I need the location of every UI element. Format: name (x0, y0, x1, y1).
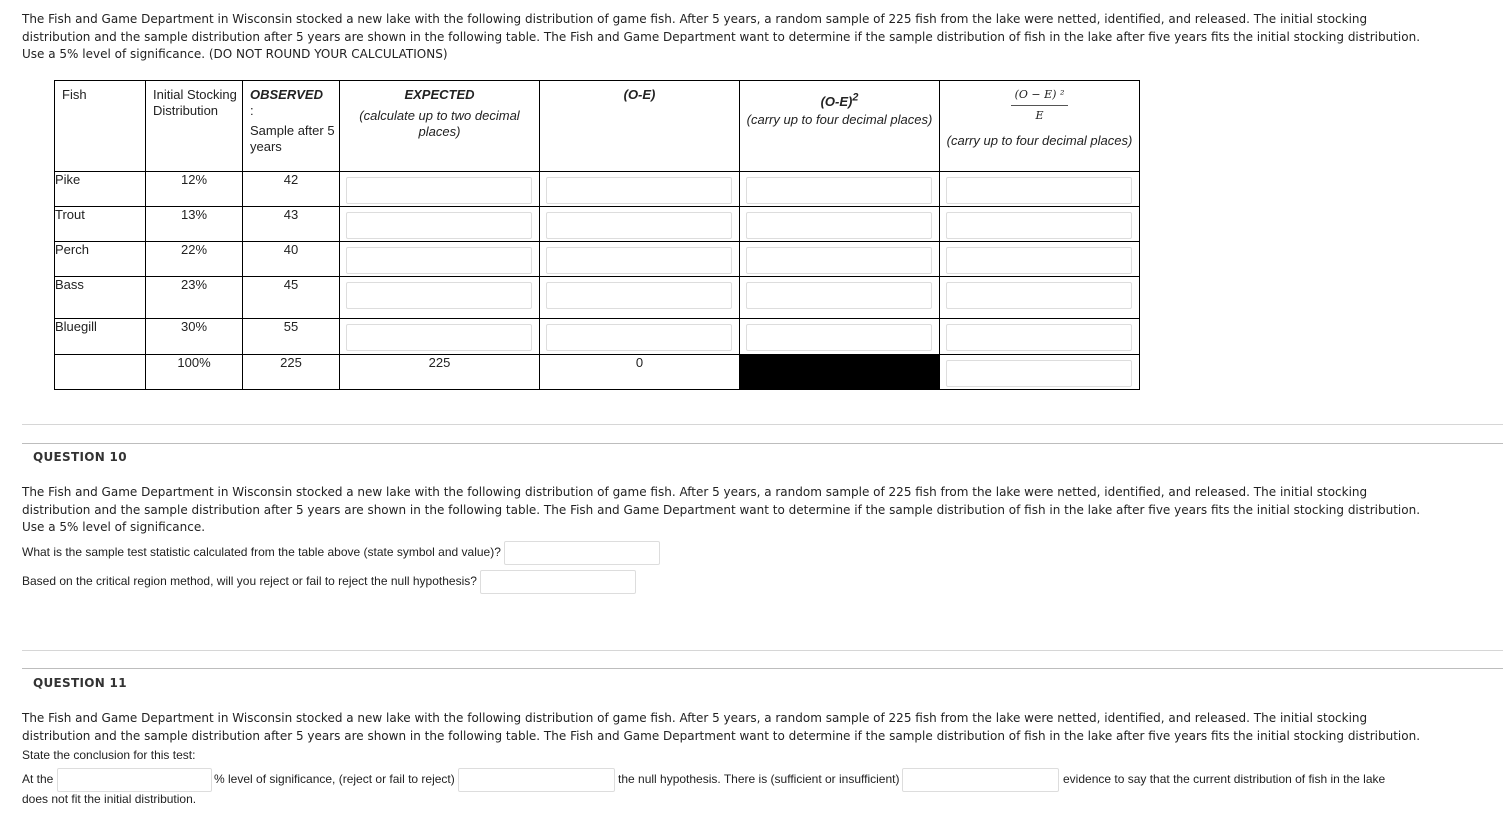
initial-pct: 12% (146, 172, 243, 207)
table-row (55, 172, 1140, 207)
oe-total: 0 (540, 355, 740, 390)
reject-decision-input[interactable] (480, 570, 636, 594)
expected-input[interactable] (346, 324, 532, 351)
expected-input[interactable] (346, 177, 532, 204)
chi-term-input[interactable] (946, 247, 1132, 274)
observed-colon: : (250, 103, 254, 118)
header-initial: Initial Stocking Distribution (146, 81, 243, 172)
q9-intro (22, 11, 1422, 64)
expected-input[interactable] (346, 212, 532, 239)
q11-last-line: does not fit the initial distribution. (22, 792, 197, 806)
chi-term-input[interactable] (946, 282, 1132, 309)
q9-paragraph-3: Use a 5% level of significance. (DO NOT ROUND YOUR CALCULATIONS) (22, 47, 448, 61)
observed-count: 45 (243, 277, 340, 319)
expected-input[interactable] (346, 247, 532, 274)
question-10-title: QUESTION 10 (33, 450, 127, 464)
header-oe: (O-E) (540, 81, 740, 172)
divider (22, 668, 1503, 669)
fish-name: Bluegill (55, 319, 146, 355)
expected-input[interactable] (346, 282, 532, 309)
fish-name: Perch (55, 242, 146, 277)
observed-title: OBSERVED (250, 87, 323, 102)
oe-input[interactable] (546, 324, 732, 351)
observed-count: 55 (243, 319, 340, 355)
test-statistic-input[interactable] (504, 541, 660, 565)
table-row (55, 319, 1140, 355)
observed-total: 225 (243, 355, 340, 390)
fish-name: Pike (55, 172, 146, 207)
sufficient-or-insufficient-input[interactable] (902, 768, 1059, 792)
q11-at-the: At the (22, 772, 54, 786)
chi-term-input[interactable] (946, 177, 1132, 204)
blacked-out-cell (740, 355, 940, 390)
oe2-sub: (carry up to four decimal places) (746, 112, 933, 128)
expected-sub: (calculate up to two decimal places) (359, 108, 520, 139)
header-fish: Fish (55, 81, 146, 172)
fish-name: Bass (55, 277, 146, 319)
q11-intro (22, 710, 1422, 745)
chi-term-input[interactable] (946, 212, 1132, 239)
expected-total: 225 (340, 355, 540, 390)
observed-count: 43 (243, 207, 340, 242)
totals-empty-cell (55, 355, 146, 390)
initial-pct: 13% (146, 207, 243, 242)
q11-prompt: State the conclusion for this test: (22, 748, 196, 762)
fish-table (54, 80, 1140, 390)
oe-input[interactable] (546, 177, 732, 204)
q10-paragraph-2: distribution and the sample distribution after 5 years are shown in the following table. The Fish and Game Department want to determine if the sample distribution of fish in the lake after five years fits the initial stocking distribution. (22, 502, 1421, 517)
table-row (55, 277, 1140, 319)
chi-sub: (carry up to four decimal places) (946, 133, 1133, 148)
q10-prompt-1: What is the sample test statistic calculated from the table above (state symbol and value)? (22, 545, 501, 559)
oe-input[interactable] (546, 282, 732, 309)
header-observed (243, 81, 340, 172)
initial-pct: 22% (146, 242, 243, 277)
expected-title: EXPECTED (404, 87, 475, 102)
divider (22, 650, 1503, 651)
reject-or-fail-input[interactable] (458, 768, 615, 792)
oe-squared-input[interactable] (746, 282, 932, 309)
q10-paragraph-1: The Fish and Game Department in Wisconsin stocked a new lake with the following distribution of game fish. After 5 years, a random sample of 225 fish from the lake were netted, identified, and released. The initial stocking (22, 485, 1368, 499)
initial-pct: 23% (146, 277, 243, 319)
divider (22, 424, 1503, 425)
observed-count: 42 (243, 172, 340, 207)
header-oe-squared (740, 81, 940, 172)
oe2-title: $(O-E)^2$ (820, 92, 859, 110)
oe-input[interactable] (546, 212, 732, 239)
observed-count: 40 (243, 242, 340, 277)
significance-level-input[interactable] (57, 768, 212, 792)
q10-prompt-2: Based on the critical region method, will you reject or fail to reject the null hypothesis? (22, 574, 477, 588)
oe-input[interactable] (546, 247, 732, 274)
q9-paragraph-2: distribution and the sample distribution after 5 years are shown in the following table. The Fish and Game Department want to determine if the sample distribution of fish in the lake after five years fits the initial stocking distribution. (22, 29, 1421, 44)
q11-paragraph-1: The Fish and Game Department in Wisconsin stocked a new lake with the following distribution of game fish. After 5 years, a random sample of 225 fish from the lake were netted, identified, and released. The initial stocking (22, 711, 1368, 725)
table-header-row (55, 81, 1140, 172)
initial-pct: 30% (146, 319, 243, 355)
observed-sub: Sample after 5 years (250, 123, 335, 154)
chi-total-input[interactable] (946, 360, 1132, 387)
divider (22, 443, 1503, 444)
chi-term-input[interactable] (946, 324, 1132, 351)
oe-squared-input[interactable] (746, 177, 932, 204)
header-expected (340, 81, 540, 172)
q11-evidence-text: evidence to say that the current distribution of fish in the lake (1063, 772, 1386, 786)
fish-name: Trout (55, 207, 146, 242)
oe-squared-input[interactable] (746, 324, 932, 351)
totals-row (55, 355, 1140, 390)
table-row (55, 242, 1140, 277)
q9-paragraph-1: The Fish and Game Department in Wisconsin stocked a new lake with the following distribution of game fish. After 5 years, a random sample of 225 fish from the lake were netted, identified, and released. The initial stocking (22, 12, 1368, 26)
question-11-title: QUESTION 11 (33, 676, 127, 690)
oe-squared-input[interactable] (746, 212, 932, 239)
q10-intro (22, 484, 1422, 537)
q11-pct-text: % level of significance, (reject or fail to reject) (214, 772, 455, 786)
q11-null-text: the null hypothesis. There is (sufficient or insufficient) (618, 772, 900, 786)
header-chi-term (940, 81, 1140, 172)
oe-squared-input[interactable] (746, 247, 932, 274)
table-row (55, 207, 1140, 242)
initial-total: 100% (146, 355, 243, 390)
q11-paragraph-2: distribution and the sample distribution after 5 years are shown in the following table. The Fish and Game Department want to determine if the sample distribution of fish in the lake after five years fits the initial stocking distribution. (22, 728, 1421, 743)
q10-paragraph-3: Use a 5% level of significance. (22, 520, 206, 534)
chi-fraction: $\frac{\text{(O − E) ²}}{E}$ (1011, 87, 1069, 124)
